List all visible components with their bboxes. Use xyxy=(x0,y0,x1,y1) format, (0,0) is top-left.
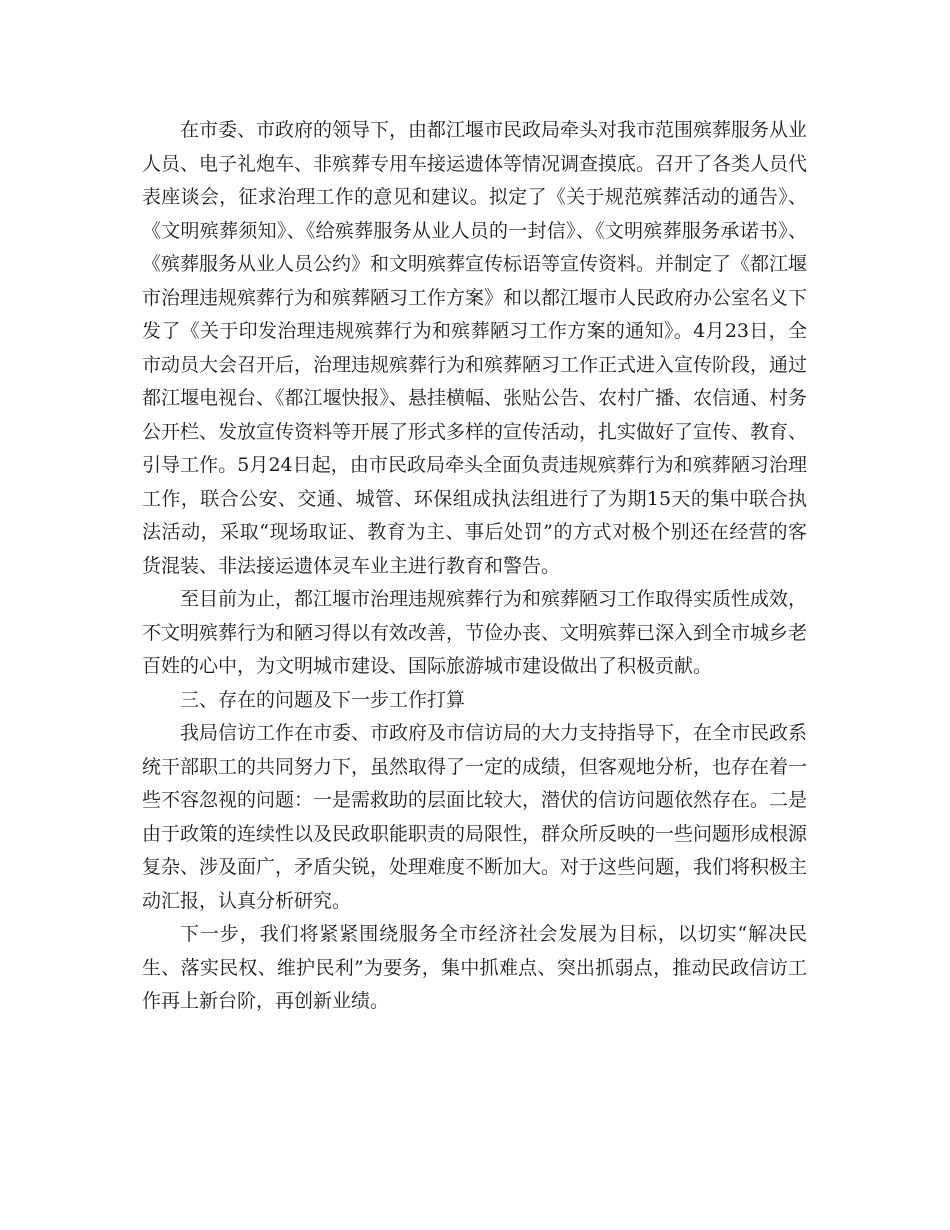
paragraph-funeral-governance-measures: 在市委、市政府的领导下，由都江堰市民政局牵头对我市范围殡葬服务从业人员、电子礼炮车、非殡葬专用车接运遗体等情况调查摸底。召开了各类人员代表座谈会，征求治理工作的意见和建议。拟定了《关于规范殡葬活动的通告》、《文明殡葬须知》、《给殡葬服务从业人员的一封信》、《文明殡葬服务承诺书》、《殡葬服务从业人员公约》和文明殡葬宣传标语等宣传资料。并制定了《都江堰市治理违规殡葬行为和殡葬陋习工作方案》和以都江堰市人民政府办公室名义下发了《关于印发治理违规殡葬行为和殡葬陋习工作方案的通知》。4月23日，全市动员大会召开后，治理违规殡葬行为和殡葬陋习工作正式进入宣传阶段，通过都江堰电视台、《都江堰快报》、悬挂横幅、张贴公告、农村广播、农信通、村务公开栏、发放宣传资料等开展了形式多样的宣传活动，扎实做好了宣传、教育、引导工作。5月24日起，由市民政局牵头全面负责违规殡葬行为和殡葬陋习治理工作，联合公安、交通、城管、环保组成执法组进行了为期15天的集中联合执法活动，采取“现场取证、教育为主、事后处罚”的方式对极个别还在经营的客货混装、非法接运遗体灵车业主进行教育和警告。 xyxy=(142,119,808,577)
paragraph-existing-problems: 我局信访工作在市委、市政府及市信访局的大力支持指导下，在全市民政系统干部职工的共同努力下，虽然取得了一定的成绩，但客观地分析，也存在着一些不容忽视的问题：一是需救助的层面比较大，潜伏的信访问题依然存在。二是由于政策的连续性以及民政职能职责的局限性，群众所反映的一些问题形成根源复杂、涉及面广，矛盾尖锐，处理难度不断加大。对于这些问题，我们将积极主动汇报，认真分析研究。 xyxy=(142,722,808,912)
document-page xyxy=(142,114,807,1019)
paragraph-next-steps: 下一步，我们将紧紧围绕服务全市经济社会发展为目标，以切实“解决民生、落实民权、维护民利”为要务，集中抓难点、突出抓弱点，推动民政信访工作再上新台阶，再创新业绩。 xyxy=(142,923,807,1012)
paragraph-governance-results: 至目前为止，都江堰市治理违规殡葬行为和殡葬陋习工作取得实质性成效，不文明殡葬行为和陋习得以有效改善，节俭办丧、文明殡葬已深入到全市城乡老百姓的心中，为文明城市建设、国际旅游城市建设做出了积极贡献。 xyxy=(142,588,808,677)
section-heading-problems-and-plans: 三、存在的问题及下一步工作打算 xyxy=(180,688,466,711)
